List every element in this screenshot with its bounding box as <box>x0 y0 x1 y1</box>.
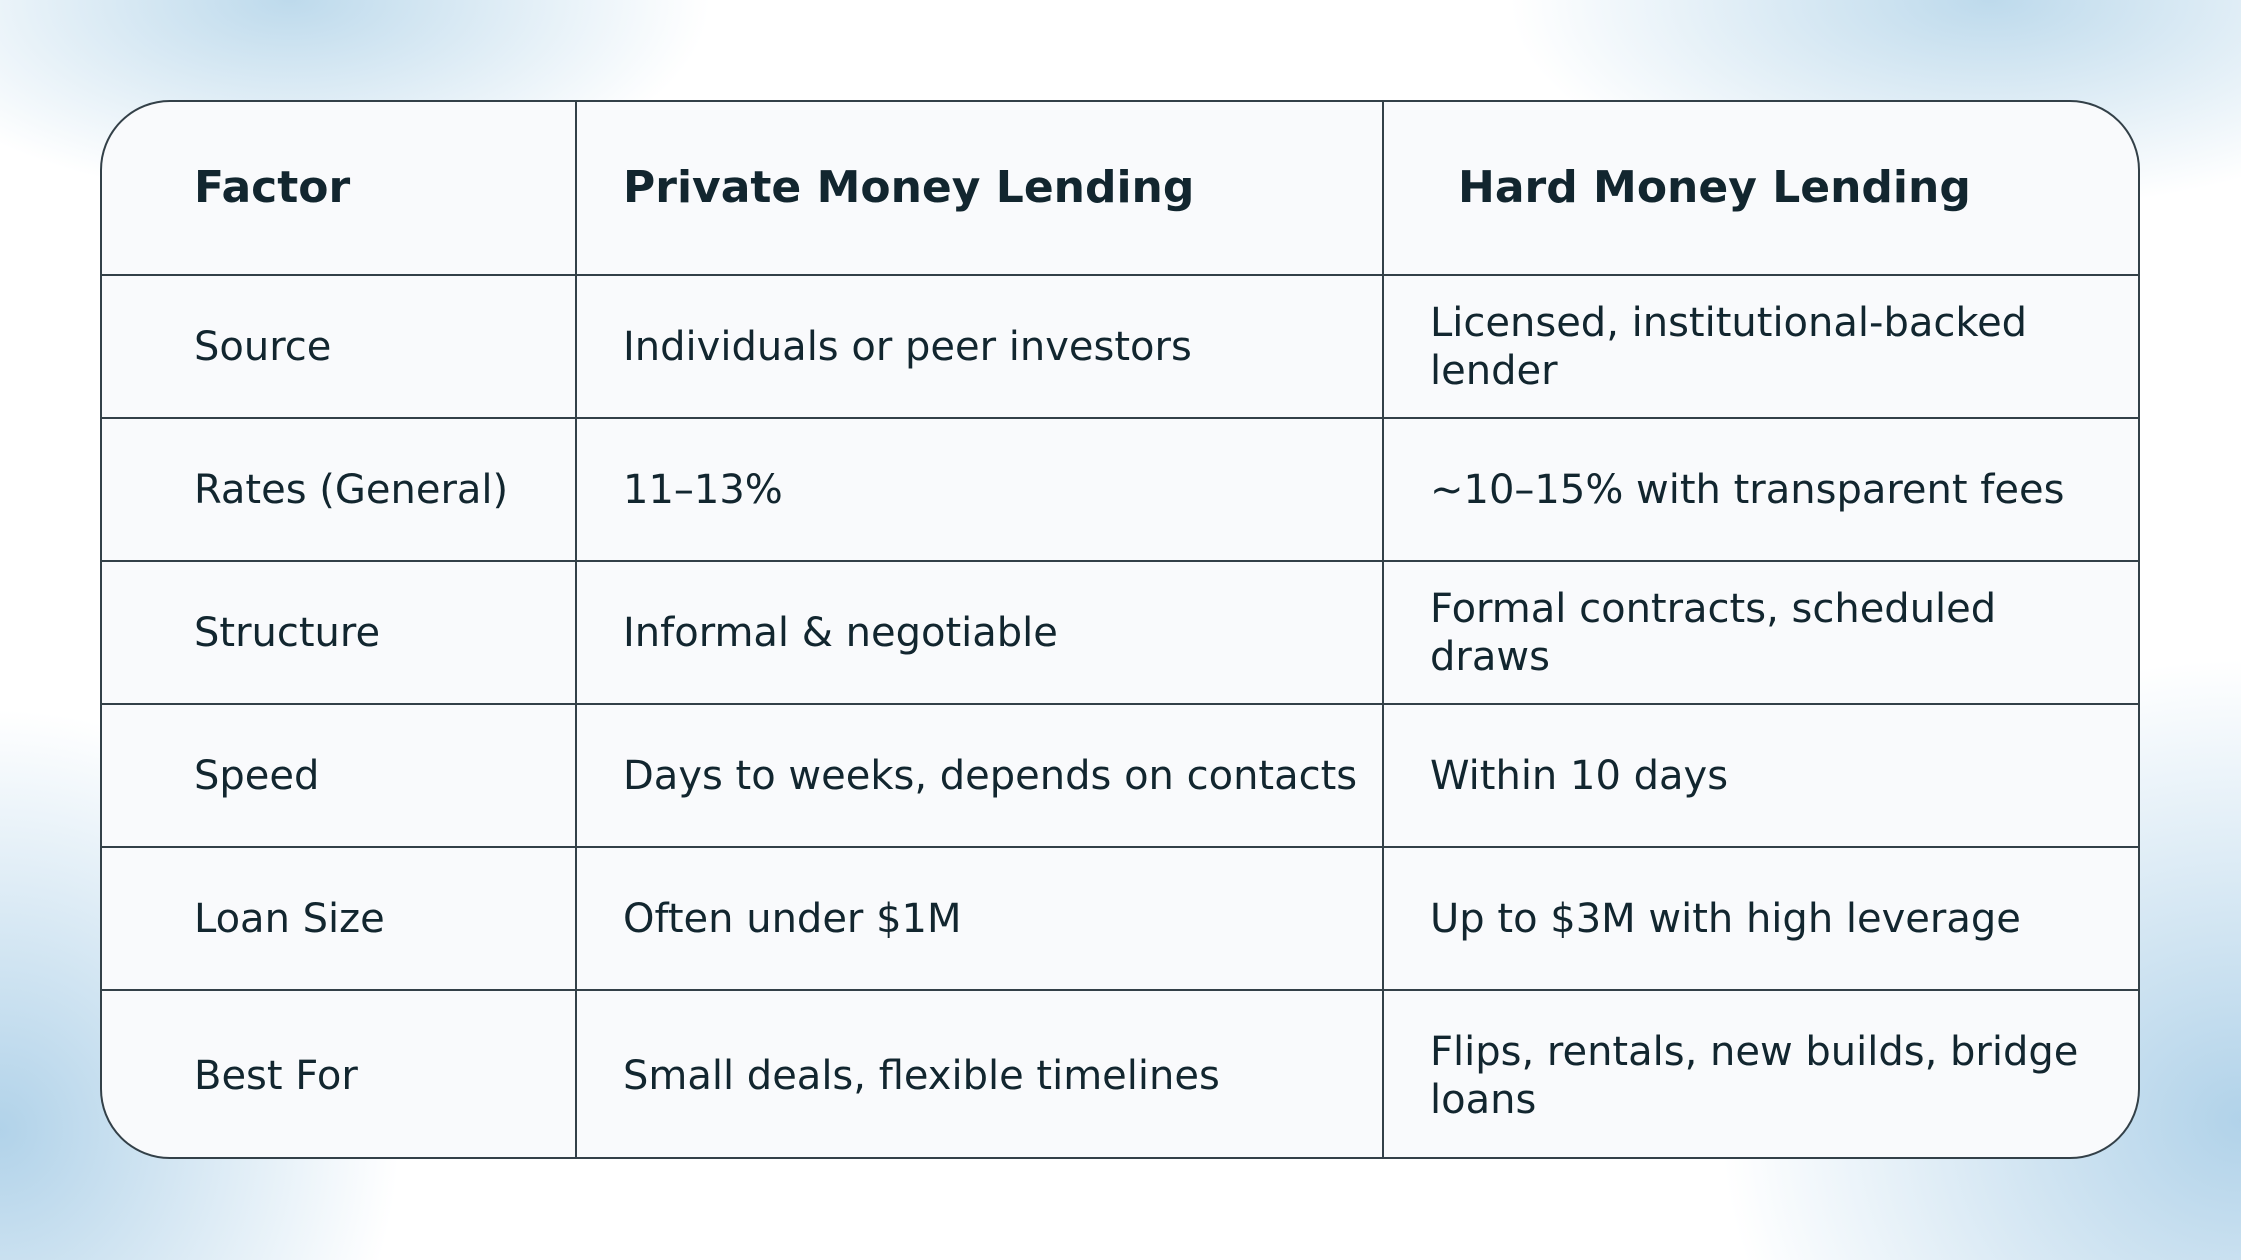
private-cell: Often under $1M <box>576 847 1383 990</box>
table-row <box>102 704 2138 847</box>
table-row <box>102 418 2138 561</box>
factor-cell: Loan Size <box>102 847 576 990</box>
private-cell: 11–13% <box>576 418 1383 561</box>
comparison-table <box>102 102 2138 1159</box>
private-cell: Small deals, flexible timelines <box>576 990 1383 1159</box>
table-row <box>102 990 2138 1159</box>
private-cell: Informal & negotiable <box>576 561 1383 704</box>
private-cell: Individuals or peer investors <box>576 275 1383 418</box>
table-row <box>102 847 2138 990</box>
header-private-money-lending: Private Money Lending <box>576 102 1383 275</box>
hard-cell: Formal contracts, scheduled draws <box>1383 561 2138 704</box>
private-cell: Days to weeks, depends on contacts <box>576 704 1383 847</box>
hard-cell: ~10–15% with transparent fees <box>1383 418 2138 561</box>
header-hard-money-lending: Hard Money Lending <box>1383 102 2138 275</box>
hard-cell: Flips, rentals, new builds, bridge loans <box>1430 1028 2079 1123</box>
table-row <box>102 561 2138 704</box>
hard-cell: Up to $3M with high leverage <box>1383 847 2138 990</box>
table-row <box>102 275 2138 418</box>
factor-cell: Structure <box>102 561 576 704</box>
factor-cell: Source <box>102 275 576 418</box>
table-header-row <box>102 102 2138 275</box>
hard-cell: Licensed, institutional-backed lender <box>1383 275 2138 418</box>
comparison-table-card <box>100 100 2140 1159</box>
header-factor: Factor <box>102 102 576 275</box>
factor-cell: Speed <box>102 704 576 847</box>
hard-cell: Within 10 days <box>1383 704 2138 847</box>
factor-cell: Rates (General) <box>102 418 576 561</box>
factor-cell: Best For <box>102 990 576 1159</box>
